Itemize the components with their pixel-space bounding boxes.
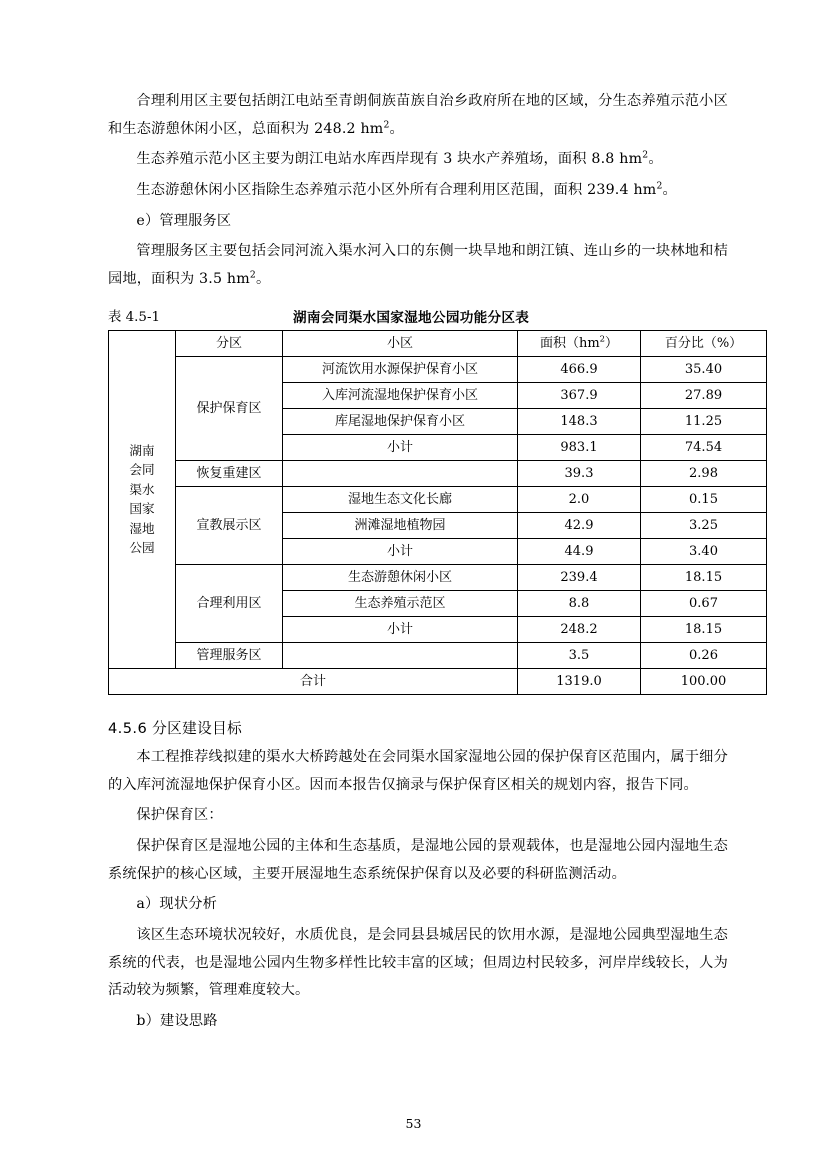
cell-sub: 小计	[283, 538, 518, 564]
table-row	[109, 642, 767, 668]
cell-sub: 生态养殖示范区	[283, 590, 518, 616]
cell-pct: 0.26	[641, 642, 767, 668]
table-caption-number: 表 4.5-1	[108, 309, 160, 325]
table-row	[109, 460, 767, 486]
table-row-label: 湖南 会同 渠水 国家 湿地 公园	[109, 330, 176, 668]
cell-sub: 湿地生态文化长廊	[283, 486, 518, 512]
cell-sub: 库尾湿地保护保育小区	[283, 408, 518, 434]
header-pct: 百分比（%）	[641, 330, 767, 356]
cell-pct: 0.67	[641, 590, 767, 616]
table-row	[109, 356, 767, 382]
cell-sub: 河流饮用水源保护保育小区	[283, 356, 518, 382]
cell-area: 983.1	[518, 434, 641, 460]
table-caption	[108, 306, 728, 326]
cell-area: 39.3	[518, 460, 641, 486]
cell-area: 3.5	[518, 642, 641, 668]
section-paragraph-6: b）建设思路	[136, 1013, 218, 1029]
section-heading: 4.5.6 分区建设目标	[108, 719, 243, 737]
cell-area: 239.4	[518, 564, 641, 590]
page-content	[108, 88, 743, 1039]
table-header-row	[109, 330, 767, 356]
group-name: 保护保育区	[176, 356, 283, 460]
group-name: 管理服务区	[176, 642, 283, 668]
table-total-row	[109, 668, 767, 694]
cell-sub	[283, 642, 518, 668]
cell-pct: 18.15	[641, 564, 767, 590]
paragraph-4: e）管理服务区	[136, 212, 232, 229]
header-xiaoqu: 小区	[283, 330, 518, 356]
cell-pct: 18.15	[641, 616, 767, 642]
paragraph-1: 合理利用区主要包括朗江电站至青朗侗族苗族自治乡政府所在地的区域，分生态养殖示范小区和生态游憩休闲小区，总面积为 248.2 $hm^2$。	[108, 93, 728, 137]
page-number: 53	[405, 1116, 422, 1131]
paragraph-3: 生态游憩休闲小区指除生态养殖示范小区外所有合理利用区范围，面积 239.4 $hm^2$。	[136, 180, 677, 199]
zoning-table	[108, 330, 767, 695]
cell-area: 44.9	[518, 538, 641, 564]
cell-sub: 洲滩湿地植物园	[283, 512, 518, 538]
section-paragraph-1: 本工程推荐线拟建的渠水大桥跨越处在会同渠水国家湿地公园的保护保育区范围内，属于细分的入库河流湿地保护保育小区。因而本报告仅摘录与保护保育区相关的规划内容，报告下同。	[108, 748, 728, 793]
total-area: 1319.0	[518, 668, 641, 694]
cell-pct: 27.89	[641, 382, 767, 408]
cell-pct: 11.25	[641, 408, 767, 434]
group-name: 宣教展示区	[176, 486, 283, 564]
cell-pct: 3.40	[641, 538, 767, 564]
section-paragraph-3: 保护保育区是湿地公园的主体和生态基质，是湿地公园的景观载体，也是湿地公园内湿地生态系统保护的核心区域，主要开展湿地生态系统保护保育以及必要的科研监测活动。	[108, 837, 728, 882]
table-row	[109, 486, 767, 512]
table-caption-title: 湖南会同渠水国家湿地公园功能分区表	[293, 309, 530, 326]
cell-sub: 入库河流湿地保护保育小区	[283, 382, 518, 408]
paragraph-2: 生态养殖示范小区主要为朗江电站水库西岸现有 3 块水产养殖场，面积 8.8 $hm^2$。	[136, 149, 663, 168]
section-paragraph-5: 该区生态环境状况较好，水质优良，是会同县县城居民的饮用水源，是湿地公园典型湿地生态系统的代表，也是湿地公园内生物多样性比较丰富的区域；但周边村民较多，河岸岸线较长，人为活动较为频繁，管理难度较大。	[108, 926, 728, 999]
group-name: 恢复重建区	[176, 460, 283, 486]
cell-sub: 小计	[283, 616, 518, 642]
cell-sub: 生态游憩休闲小区	[283, 564, 518, 590]
section-paragraph-4: a）现状分析	[136, 896, 217, 913]
cell-area: 367.9	[518, 382, 641, 408]
header-area: 面积$(hm^2)$	[518, 330, 641, 356]
cell-area: 466.9	[518, 356, 641, 382]
cell-sub: 小计	[283, 434, 518, 460]
cell-pct: 74.54	[641, 434, 767, 460]
header-fenqu: 分区	[176, 330, 283, 356]
group-name: 合理利用区	[176, 564, 283, 642]
cell-pct: 2.98	[641, 460, 767, 486]
total-label: 合计	[109, 668, 518, 694]
paragraph-5: 管理服务区主要包括会同河流入渠水河入口的东侧一块旱地和朗江镇、连山乡的一块林地和桔园地，面积为 3.5 $hm^2$。	[108, 243, 728, 288]
cell-sub	[283, 460, 518, 486]
cell-area: 148.3	[518, 408, 641, 434]
cell-area: 42.9	[518, 512, 641, 538]
cell-area: 8.8	[518, 590, 641, 616]
cell-pct: 35.40	[641, 356, 767, 382]
cell-pct: 3.25	[641, 512, 767, 538]
cell-area: 248.2	[518, 616, 641, 642]
table-row	[109, 564, 767, 590]
cell-pct: 0.15	[641, 486, 767, 512]
cell-area: 2.0	[518, 486, 641, 512]
section-paragraph-2: 保护保育区：	[136, 807, 223, 824]
total-pct: 100.00	[641, 668, 767, 694]
